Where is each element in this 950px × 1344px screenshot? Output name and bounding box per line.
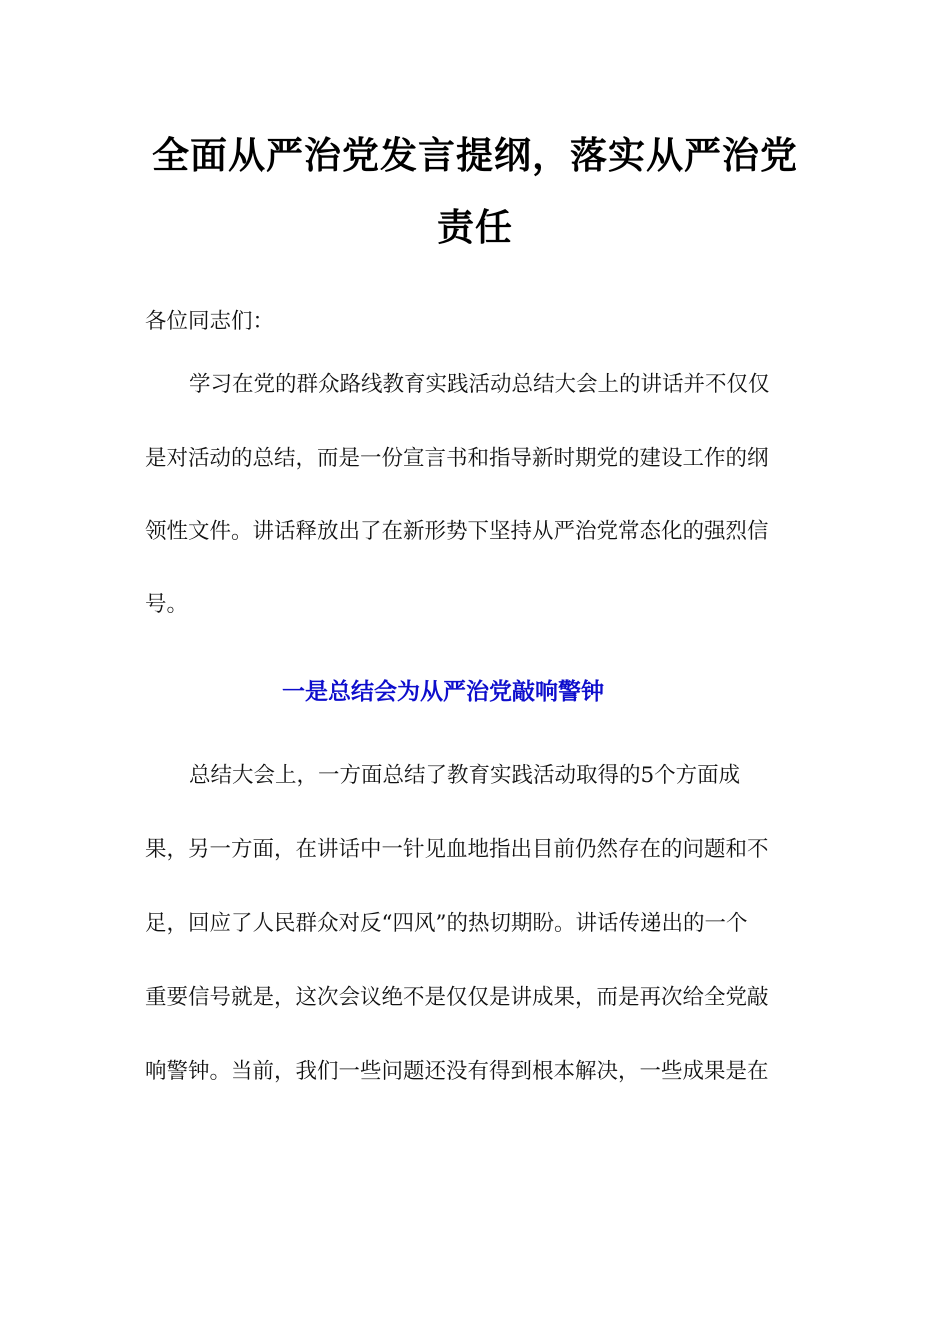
section-heading	[0, 676, 950, 708]
paragraph2-line4: 重要信号就是，这次会议绝不是仅仅是讲成果，而是再次给全党敲	[145, 985, 769, 1010]
document-title-line1: 全面从严治党发言提纲，落实从严治党	[152, 134, 798, 177]
paragraph2-line5: 响警钟。当前，我们一些问题还没有得到根本解决，一些成果是在	[145, 1059, 769, 1084]
paragraph2-line1: 总结大会上，一方面总结了教育实践活动取得的5个方面成	[189, 763, 741, 788]
paragraph2-line3: 足，回应了人民群众对反“四风”的热切期盼。讲话传递出的一个	[145, 911, 748, 936]
paragraph1-line2: 是对活动的总结，而是一份宣言书和指导新时期党的建设工作的纲	[145, 446, 769, 471]
paragraph1-line3: 领性文件。讲话释放出了在新形势下坚持从严治党常态化的强烈信	[145, 519, 769, 544]
paragraph1-line4: 号。	[145, 592, 189, 617]
paragraph1-line1: 学习在党的群众路线教育实践活动总结大会上的讲话并不仅仅	[189, 372, 770, 397]
document-title-line2: 责任	[437, 206, 513, 249]
salutation: 各位同志们：	[145, 309, 275, 334]
section-heading-text: 一是总结会为从严治党敲响警钟	[282, 679, 604, 705]
paragraph2-line2: 果，另一方面，在讲话中一针见血地指出目前仍然存在的问题和不	[145, 837, 769, 862]
